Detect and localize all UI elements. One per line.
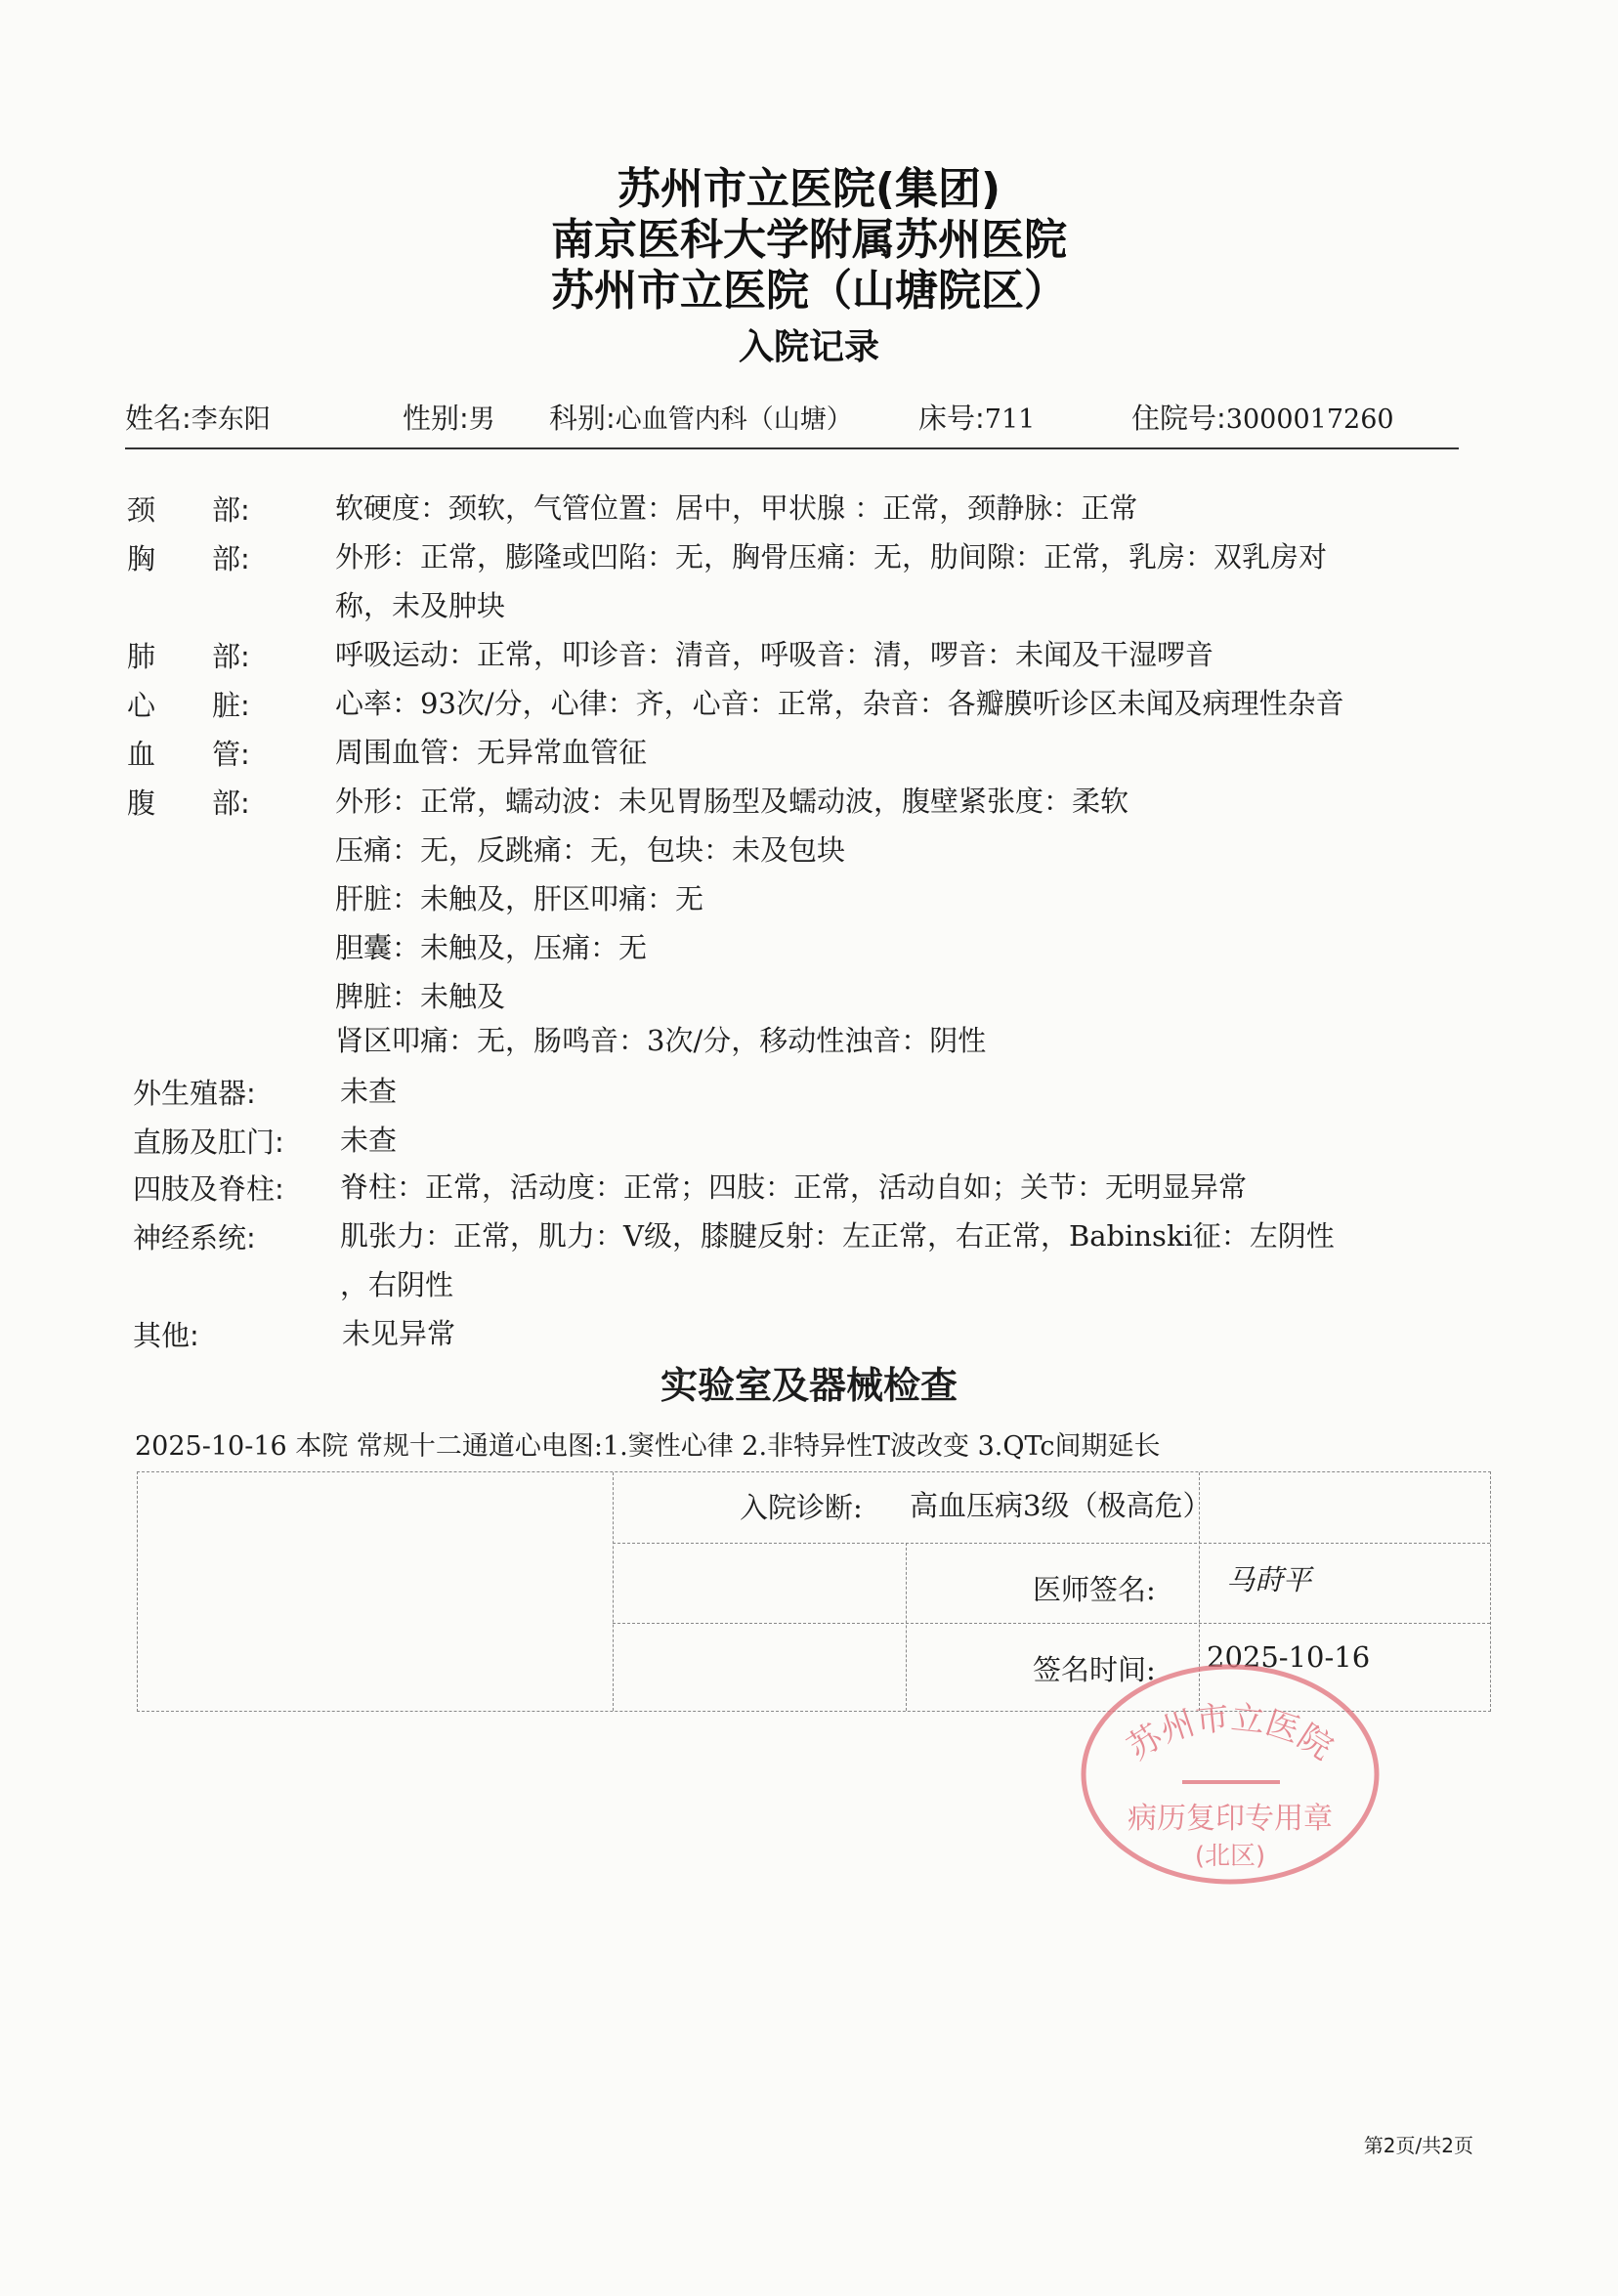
signature-time-label: 签名时间: [1033, 1653, 1156, 1686]
exam-label: 其他: [133, 1319, 199, 1352]
exam-text: 肝脏：未触及，肝区叩痛：无 [335, 882, 704, 915]
hospital-name-line2: 南京医科大学附属苏州医院 [551, 215, 1067, 265]
table-divider [613, 1623, 1490, 1624]
exam-text: 胆囊：未触及，压痛：无 [335, 931, 648, 964]
seal-text-top: 苏州市立医院 [1120, 1698, 1341, 1768]
hospital-name-line3: 苏州市立医院（山塘院区） [551, 266, 1067, 316]
department: 心血管内科（山塘） [615, 404, 853, 435]
exam-text: 未查 [340, 1075, 398, 1108]
exam-text: 肌张力：正常，肌力：Ⅴ级，膝腱反射：左正常，右正常，Babinski征：左阴性 [340, 1219, 1335, 1253]
exam-text: 肾区叩痛：无，肠鸣音：3次/分，移动性浊音：阴性 [335, 1024, 987, 1057]
exam-label: 四肢及脊柱: [133, 1172, 284, 1206]
exam-text: 外形：正常，膨隆或凹陷：无，胸骨压痛：无，肋间隙：正常，乳房：双乳房对 [335, 540, 1328, 574]
hospital-seal [1075, 1657, 1385, 1892]
patient-gender-field: 性别:男 [403, 402, 495, 435]
exam-text: 脾脏：未触及 [335, 980, 506, 1013]
table-divider [613, 1543, 1490, 1544]
exam-label: 肺 部: [127, 640, 250, 673]
diagnosis-label: 入院诊断: [740, 1491, 863, 1524]
exam-label: 直肠及肛门: [133, 1126, 284, 1159]
header-divider [125, 447, 1459, 449]
page-number: 第2页/共2页 [1363, 2134, 1473, 2157]
signature-time: 2025-10-16 [1207, 1640, 1371, 1674]
exam-label: 外生殖器: [133, 1077, 256, 1110]
exam-label: 血 管: [127, 738, 250, 771]
patient-gender: 男 [468, 404, 495, 435]
document-title: 入院记录 [738, 327, 879, 367]
exam-text: 未查 [340, 1124, 398, 1157]
exam-label: 腹 部: [127, 787, 250, 820]
exam-text: 外形：正常，蠕动波：未见胃肠型及蠕动波，腹壁紧张度：柔软 [335, 785, 1129, 818]
exam-text: 脊柱：正常，活动度：正常；四肢：正常，活动自如；关节：无明显异常 [340, 1170, 1248, 1204]
exam-text: 称，未及肿块 [335, 589, 506, 622]
diagnosis-value: 高血压病3级（极高危） [910, 1489, 1212, 1522]
doctor-signature: 马莳平 [1226, 1563, 1312, 1596]
ecg-result: 2025-10-16 本院 常规十二通道心电图:1.窦性心律 2.非特异性T波改变 3.QTc间期延长 [135, 1431, 1161, 1462]
exam-text: 压痛：无，反跳痛：无，包块：未及包块 [335, 833, 846, 867]
patient-info-bar [0, 391, 1618, 438]
exam-text: 未见异常 [342, 1317, 456, 1350]
bed-field: 床号:711 [918, 402, 1036, 435]
doctor-signature-label: 医师签名: [1033, 1573, 1156, 1606]
table-divider [906, 1543, 907, 1711]
seal-text-mid: 病历复印专用章 [1128, 1802, 1333, 1836]
hospital-name-line1: 苏州市立医院(集团) [617, 164, 1001, 214]
lab-section-title: 实验室及器械检查 [660, 1364, 958, 1407]
exam-text: 心率：93次/分，心律：齐，心音：正常，杂音：各瓣膜听诊区未闻及病理性杂音 [335, 687, 1344, 720]
exam-label: 胸 部: [127, 542, 250, 575]
admission-number: 3000017260 [1225, 404, 1394, 435]
exam-label: 颈 部: [127, 493, 250, 527]
exam-text: 呼吸运动：正常，叩诊音：清音，呼吸音：清，啰音：未闻及干湿啰音 [335, 638, 1214, 671]
admission-number-field: 住院号:3000017260 [1131, 402, 1394, 435]
exam-text: 周围血管：无异常血管征 [335, 736, 648, 769]
hospital-header [0, 164, 1618, 375]
exam-label: 神经系统: [133, 1221, 256, 1254]
exam-text: ，右阴性 [340, 1268, 454, 1301]
department-field: 科别:心血管内科（山塘） [549, 402, 853, 435]
exam-label: 心 脏: [127, 689, 250, 722]
seal-text-bottom: (北区) [1194, 1842, 1266, 1871]
patient-name: 李东阳 [191, 404, 271, 435]
bed-number: 711 [984, 404, 1036, 435]
exam-text: 软硬度：颈软，气管位置：居中，甲状腺 ：正常，颈静脉：正常 [335, 491, 1138, 525]
table-divider [613, 1472, 614, 1711]
patient-name-field: 姓名:李东阳 [125, 402, 271, 435]
